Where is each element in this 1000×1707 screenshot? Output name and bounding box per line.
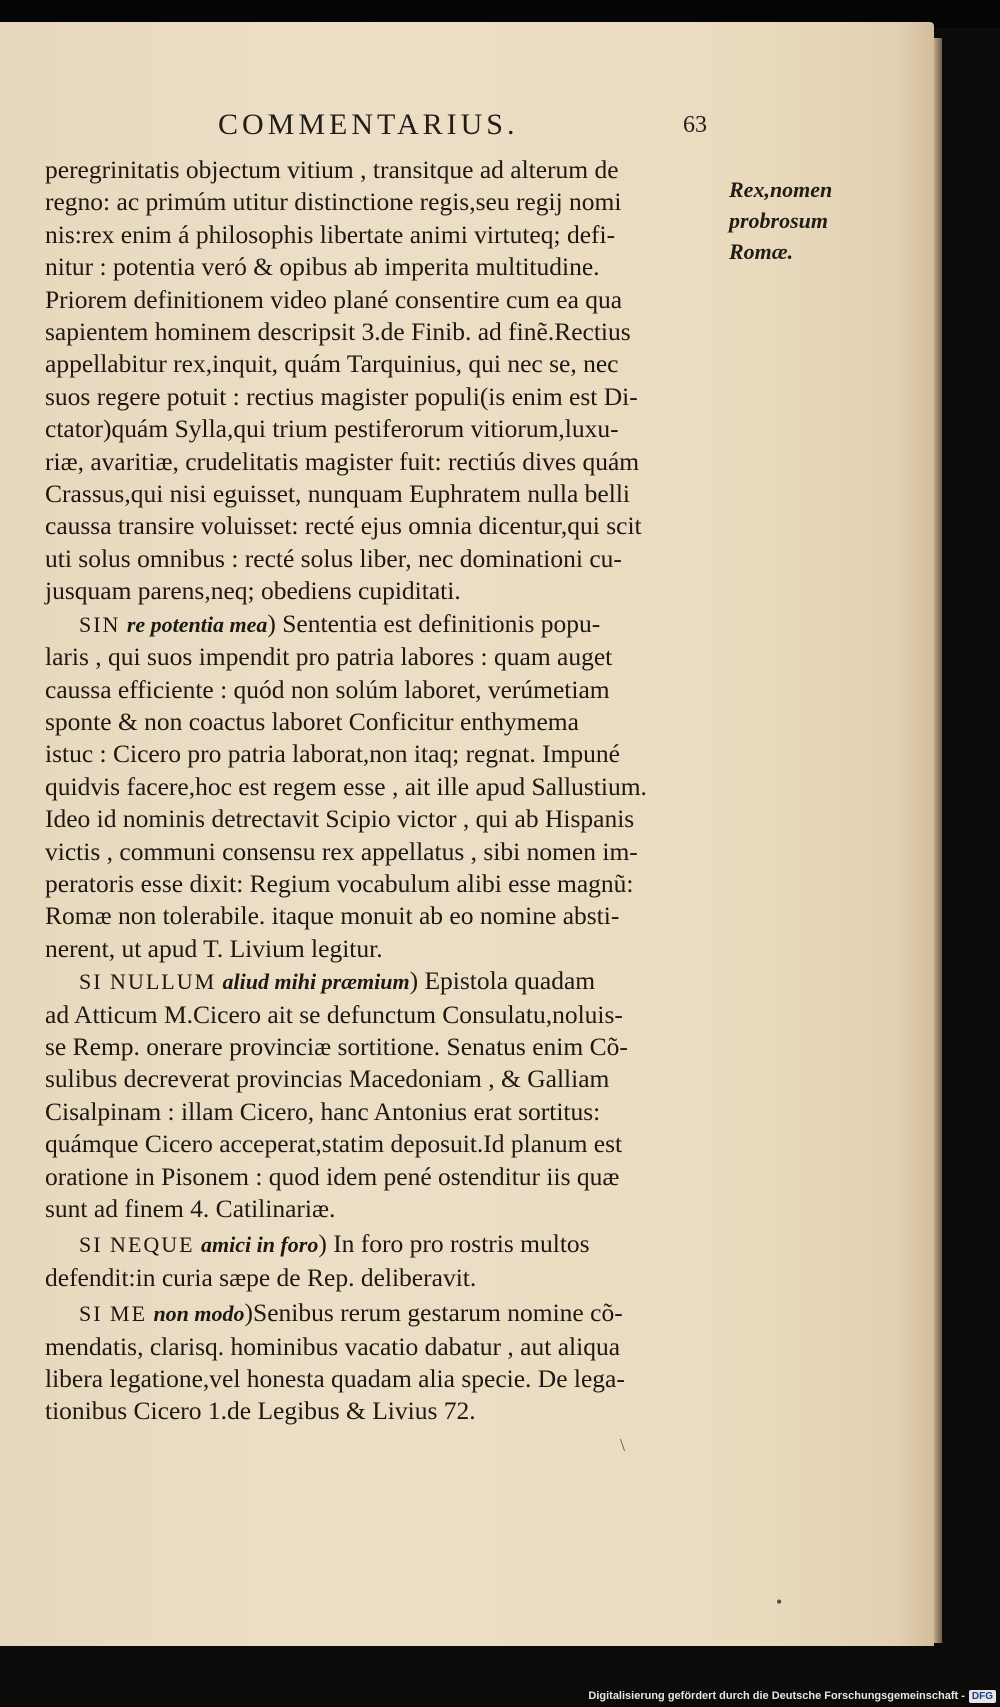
text-line: Romæ non tolerabile. itaque monuit ab eo nomine absti- (45, 901, 620, 931)
paragraph-first-line (45, 608, 720, 641)
text-line: peratoris esse dixit: Regium vocabulum alibi esse magnũ: (45, 868, 634, 898)
text-line: oratione in Pisonem : quod idem pené ostenditur iis quæ (45, 1161, 620, 1191)
text-line: nitur : potentia veró & opibus ab imperita multitudine. (45, 252, 600, 282)
lemma-phrase: amici in foro (200, 1232, 319, 1258)
text-line: quidvis facere,hoc est regem esse , ait ille apud Sallustium. (45, 771, 647, 801)
text-line: Priorem definitionem video plané consentire cum ea qua (45, 284, 623, 314)
text-line: Crassus,qui nisi eguisset, nunquam Euphratem nulla belli (45, 479, 631, 509)
margin-note-line: Romæ. (729, 239, 794, 264)
text-line: nerent, ut apud T. Livium legitur. (45, 933, 383, 963)
lemma-phrase: re potentia mea (126, 611, 268, 637)
text-line: ctator)quám Sylla,qui trium pestiferorum vitiorum,luxu- (45, 414, 619, 444)
lemma-comment: ) Sententia est definitionis popu- (267, 608, 601, 638)
margin-note-line: probrosum (729, 208, 829, 233)
text-line: appellabitur rex,inquit, quám Tarquinius, qui nec se, nec (45, 349, 619, 379)
paragraph-first-line (45, 1228, 720, 1261)
lemma-comment: ) In foro pro rostris multos (318, 1229, 590, 1259)
margin-note-line: Rex,nomen (729, 177, 833, 202)
text-line: caussa efficiente : quód non solúm laboret, verúmetiam (45, 674, 610, 704)
paragraph (45, 1297, 720, 1428)
commentary-text (45, 154, 720, 1431)
text-line: se Remp. onerare provinciæ sortitione. Senatus enim Cõ- (45, 1031, 628, 1061)
footer-credit-text: Digitalisierung gefördert durch die Deutsche Forschungsgemeinschaft - (588, 1690, 965, 1702)
text-line: laris , qui suos impendit pro patria labores : quam auget (45, 642, 613, 672)
lemma-key: SI NEQUE (79, 1232, 195, 1258)
paragraph (45, 965, 720, 1225)
lemma-phrase: aliud mihi præmium (222, 969, 410, 995)
lemma-comment: ) Epistola quadam (409, 966, 596, 996)
page-edge (934, 38, 942, 1643)
text-line: ad Atticum M.Cicero ait se defunctum Consulatu,noluis- (45, 999, 623, 1029)
page-number: 63 (683, 112, 707, 138)
text-line: sulibus decreverat provincias Macedoniam , & Galliam (45, 1064, 610, 1094)
ink-mark: • (776, 1592, 783, 1612)
paragraph (45, 608, 720, 965)
margin-note (729, 174, 919, 267)
text-line: mendatis, clarisq. hominibus vacatio dabatur , aut aliqua (45, 1331, 621, 1361)
lemma-key: SI NULLUM (79, 969, 217, 995)
text-line: nis:rex enim á philosophis libertate animi virtuteq; defi- (45, 219, 616, 249)
lemma-comment: )Senibus rerum gestarum nomine cõ- (244, 1298, 623, 1328)
paragraph (45, 1228, 720, 1294)
ink-mark: \ (620, 1435, 626, 1455)
text-line: riæ, avaritiæ, crudelitatis magister fuit: rectiús dives quám (45, 446, 640, 476)
text-line: libera legatione,vel honesta quadam alia specie. De lega- (45, 1364, 625, 1394)
book-page (0, 22, 934, 1646)
dfg-logo-icon: DFG (969, 1690, 996, 1703)
text-line: sapientem hominem descripsit 3.de Finib. ad finẽ.Rectius (45, 317, 631, 347)
running-head (0, 108, 934, 148)
lemma-phrase: non modo (153, 1301, 245, 1327)
paragraph-first-line (45, 965, 720, 998)
text-line: regno: ac primúm utitur distinctione regis,seu regij nomi (45, 187, 622, 217)
text-line: defendit:in curia sæpe de Rep. deliberavit. (45, 1262, 477, 1292)
header-title: COMMENTARIUS. (218, 108, 519, 141)
text-line: quámque Cicero acceperat,statim deposuit.Id planum est (45, 1129, 623, 1159)
text-line: sponte & non coactus laboret Conficitur enthymema (45, 706, 579, 736)
text-line: uti solus omnibus : recté solus liber, nec dominationi cu- (45, 543, 622, 573)
text-line: jusquam parens,neq; obediens cupiditati. (45, 576, 461, 606)
lemma-key: SI ME (79, 1301, 148, 1327)
text-line: tionibus Cicero 1.de Legibus & Livius 72. (45, 1396, 476, 1426)
text-line: sunt ad finem 4. Catilinariæ. (45, 1194, 336, 1223)
text-line: peregrinitatis objectum vitium , transitque ad alterum de (45, 155, 619, 184)
text-line: Ideo id nominis detrectavit Scipio victor , qui ab Hispanis (45, 804, 635, 834)
digitization-footer (588, 1687, 996, 1705)
text-line: suos regere potuit : rectius magister populi(is enim est Di- (45, 381, 638, 411)
paragraph-gap (45, 1428, 720, 1431)
text-line: Cisalpinam : illam Cicero, hanc Antonius erat sortitus: (45, 1096, 601, 1126)
paragraph-first-line (45, 1297, 720, 1330)
text-line: victis , communi consensu rex appellatus , sibi nomen im- (45, 836, 638, 866)
lemma-key: SIN (79, 611, 121, 637)
paragraph (45, 154, 720, 608)
text-line: caussa transire voluisset: recté ejus omnia dicentur,qui scit (45, 511, 642, 541)
text-line: istuc : Cicero pro patria laborat,non itaq; regnat. Impuné (45, 739, 620, 769)
